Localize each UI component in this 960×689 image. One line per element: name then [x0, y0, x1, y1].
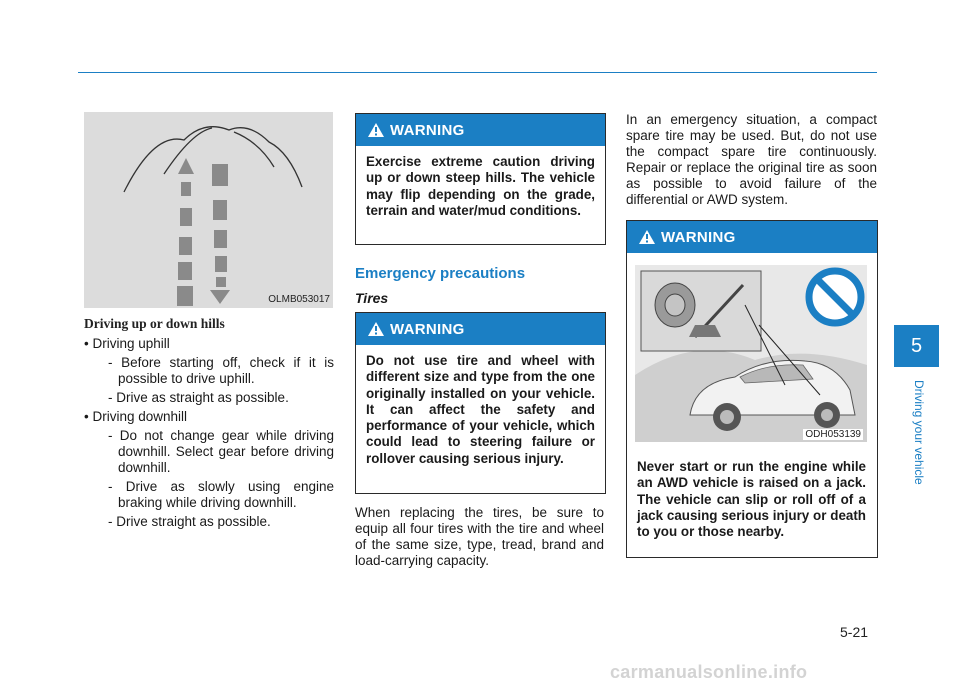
warning-header [356, 313, 605, 345]
warning-box-awd [626, 220, 878, 558]
chapter-label-text: Driving your vehicle [912, 380, 926, 485]
hills-heading: Driving up or down hills [84, 316, 225, 331]
list-item: - Before starting off, check if it is possible to drive uphill. [108, 355, 334, 386]
figure-code: OLMB053017 [268, 294, 330, 305]
warning-title: WARNING [390, 320, 465, 338]
warning-triangle-icon [368, 123, 384, 137]
warning-title: WARNING [390, 121, 465, 139]
spare-tire-paragraph: In an emergency situation, a compact spare tire may be used. But, do not use the compact spare tire continuously. Repair or replace the original tire as soon as possible to avoid failure of the differential or AWD system. [626, 112, 877, 207]
warning-text: Never start or run the engine while an AWD vehicle is raised on a jack. The vehicle can slip or roll off of a jack causing serious injury or death to you or those nearby. [637, 459, 866, 540]
emergency-heading: Emergency precautions [355, 265, 526, 282]
list-item: - Drive straight as possible. [108, 514, 271, 529]
top-rule [78, 72, 877, 73]
list-item: - Do not change gear while driving downhill. Select gear before driving downhill. [108, 428, 334, 475]
warning-text: Do not use tire and wheel with different size and type from the one originally installed on your vehicle. It can affect the safety and performance of your vehicle, which could lead to steering failure or rollover causing serious injury. [366, 353, 595, 466]
list-item: • Driving downhill [84, 409, 188, 424]
warning-header [356, 114, 605, 146]
page-number: 5-21 [840, 624, 869, 640]
hill-driving-figure [84, 112, 333, 308]
tires-subheading: Tires [355, 290, 389, 306]
chapter-number-tab: 5 [894, 325, 939, 367]
list-item: • Driving uphill [84, 336, 170, 351]
warning-triangle-icon [639, 230, 655, 244]
hill-driving-list [84, 336, 334, 533]
hill-arrows-illustration [84, 112, 333, 308]
warning-text: Exercise extreme caution driving up or down steep hills. The vehicle may flip depending on the grade, terrain and water/mud conditions. [366, 154, 595, 218]
warning-triangle-icon [368, 322, 384, 336]
tires-paragraph: When replacing the tires, be sure to equip all four tires with the tire and wheel of the same size, type, tread, brand and load-carrying capacity. [355, 505, 604, 568]
list-item: - Drive as slowly using engine braking while driving downhill. [108, 479, 334, 510]
warning-title: WARNING [661, 228, 736, 246]
car-on-jack-illustration [635, 265, 867, 442]
jack-figure [635, 265, 867, 442]
warning-box-tires [355, 312, 606, 494]
warning-box-hills [355, 113, 606, 245]
warning-header [627, 221, 877, 253]
list-item: - Drive as straight as possible. [108, 390, 289, 405]
watermark: carmanualsonline.info [610, 662, 808, 682]
chapter-label [912, 380, 926, 530]
figure-code: ODH053139 [805, 429, 861, 440]
